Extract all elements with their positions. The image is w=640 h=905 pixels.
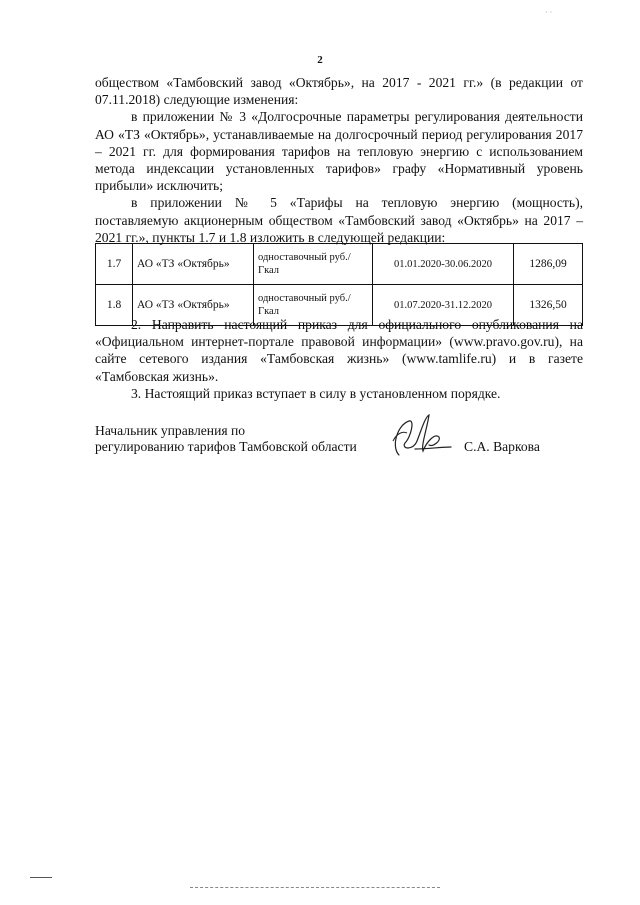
paragraph-intro: обществом «Тамбовский завод «Октябрь», на 2017 - 2021 гг.» (в редакции от 07.11.2018) следующие изменения: (95, 75, 583, 108)
handwritten-signature (385, 411, 455, 461)
row-number-cell: 1.8 (96, 285, 133, 326)
scan-artifact-line (30, 877, 52, 878)
document-body-bottom (95, 316, 583, 402)
signatory-title-line1: Начальник управления по (95, 423, 246, 438)
table-row (96, 244, 583, 285)
tariff-table (95, 243, 583, 326)
tariff-value-cell: 1326,50 (514, 285, 583, 326)
period-cell: 01.07.2020-31.12.2020 (373, 285, 514, 326)
signatory-title (95, 423, 357, 455)
scan-artifact: · · (545, 8, 553, 17)
period-cell: 01.01.2020-30.06.2020 (373, 244, 514, 285)
tariff-value-cell: 1286,09 (514, 244, 583, 285)
paragraph-appendix-3: в приложении № 3 «Долгосрочные параметры регулирования деятельности АО «ТЗ «Октябрь», устанавливаемые на долгосрочный период регулирования 2017 – 2021 гг. для формирования тарифов на тепловую энергию с использованием метода индексации установленных тарифов» графу «Нормативный уровень прибыли» исключить; (95, 109, 583, 194)
document-body-top (95, 74, 583, 246)
paragraph-publication: 2. Направить настоящий приказ для официального опубликования на «Официальном интернет-портале правовой информации» (www.pravo.gov.ru), на сайте сетевого издания «Тамбовская жизнь» (www.tamlife.ru) и в газете «Тамбовская жизнь». (95, 317, 583, 384)
scan-artifact-line (190, 887, 440, 888)
row-number-cell: 1.7 (96, 244, 133, 285)
organization-cell: АО «ТЗ «Октябрь» (133, 244, 254, 285)
paragraph-appendix-5: в приложении № 5 «Тарифы на тепловую энергию (мощность), поставляемую акционерным обществом «Тамбовский завод «Октябрь» на 2017 – 2021 гг.», пункты 1.7 и 1.8 изложить в следующей редакции: (95, 195, 583, 245)
organization-cell: АО «ТЗ «Октябрь» (133, 285, 254, 326)
paragraph-effective: 3. Настоящий приказ вступает в силу в установленном порядке. (131, 385, 501, 401)
tariff-kind-cell: одноставочный руб./Гкал (254, 285, 373, 326)
page-number: 2 (317, 54, 323, 66)
signatory-name: С.А. Варкова (464, 439, 540, 454)
tariff-kind-cell: одноставочный руб./Гкал (254, 244, 373, 285)
signatory-title-line2: регулированию тарифов Тамбовской области (95, 439, 357, 454)
